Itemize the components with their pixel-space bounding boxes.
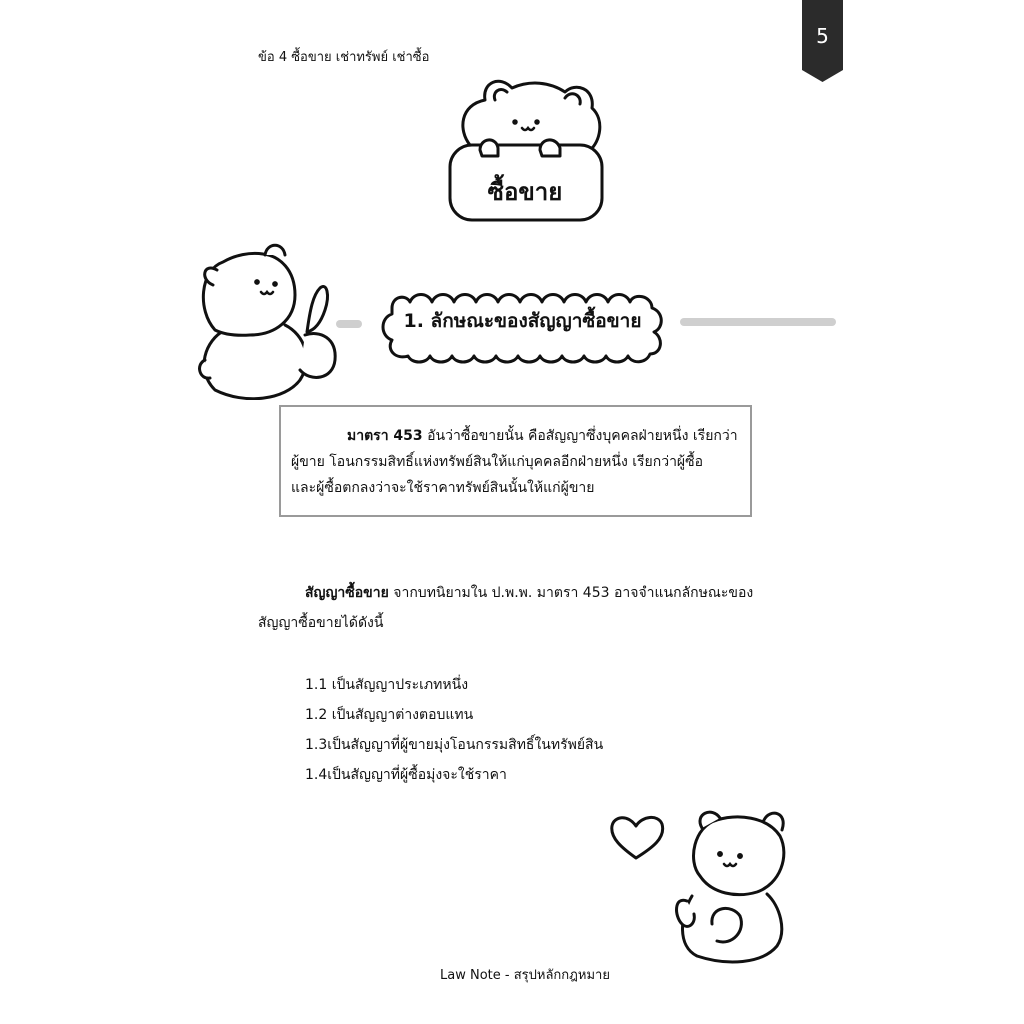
bear-with-heart-icon	[672, 806, 802, 966]
law-line-1	[347, 425, 738, 447]
heart-icon	[608, 814, 666, 862]
sitting-bear-icon	[195, 240, 345, 400]
paragraph-line-1-text: จากบทนิยามใน ป.พ.พ. มาตรา 453 อาจจำแนกลักษณะของ	[388, 585, 754, 601]
page-number-badge	[802, 0, 843, 82]
law-line-2: ผู้ขาย โอนกรรมสิทธิ์แห่งทรัพย์สินให้แก่บุคคลอีกฝ่ายหนึ่ง เรียกว่าผู้ซื้อ	[291, 454, 704, 470]
section-divider-right	[680, 318, 836, 326]
section-divider-left	[336, 320, 362, 328]
list-item: 1.2 เป็นสัญญาต่างตอบแทน	[305, 707, 474, 723]
chapter-header: ข้อ 4 ซื้อขาย เช่าทรัพย์ เช่าซื้อ	[258, 50, 430, 65]
law-line-1-text: อันว่าซื้อขายนั้น คือสัญญาซึ่งบุคคลฝ่ายหนึ่ง เรียกว่า	[422, 428, 738, 444]
list-item: 1.4เป็นสัญญาที่ผู้ซื้อมุ่งจะใช้ราคา	[305, 767, 507, 783]
section-title: 1. ลักษณะของสัญญาซื้อขาย	[403, 310, 642, 332]
list-item: 1.3เป็นสัญญาที่ผู้ขายมุ่งโอนกรรมสิทธิ์ในทรัพย์สิน	[305, 737, 604, 753]
law-line-3: และผู้ซื้อตกลงว่าจะใช้ราคาทรัพย์สินนั้นให้แก่ผู้ขาย	[291, 480, 595, 496]
page-number: 5	[816, 24, 829, 48]
law-quote-box	[279, 405, 752, 517]
paragraph-lead: สัญญาซื้อขาย	[305, 585, 389, 601]
paragraph-line-1	[305, 582, 753, 604]
section-reference: มาตรา 453	[347, 428, 423, 444]
list-item: 1.1 เป็นสัญญาประเภทหนึ่ง	[305, 677, 469, 693]
page-title: ซื้อขาย	[487, 178, 563, 206]
page-footer: Law Note - สรุปหลักกฎหมาย	[440, 968, 610, 983]
paragraph-line-2: สัญญาซื้อขายได้ดังนี้	[258, 615, 384, 631]
